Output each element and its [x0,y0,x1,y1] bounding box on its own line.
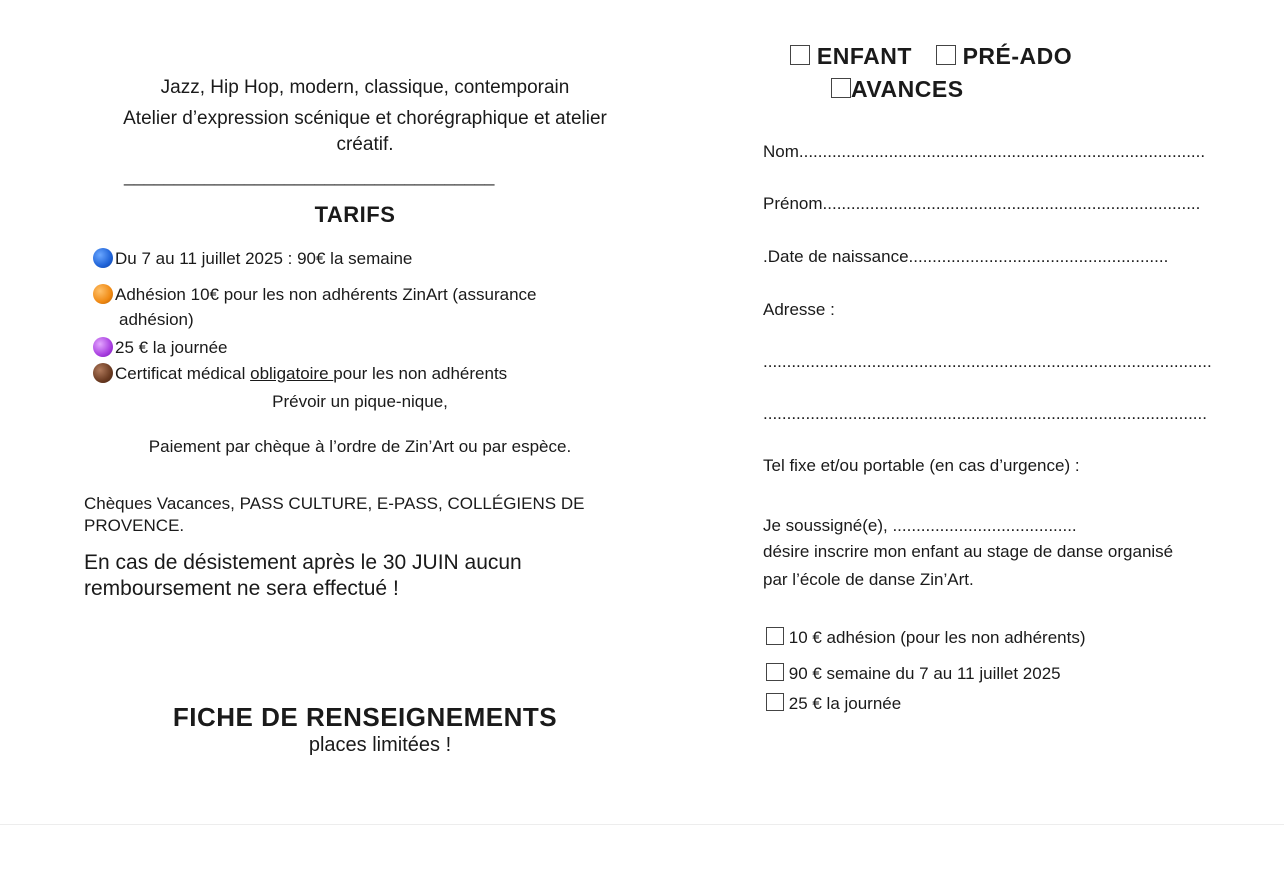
address-line-2[interactable]: .............................................................................................. [763,404,1207,423]
vouchers-line-1: Chèques Vacances, PASS CULTURE, E-PASS, COLLÉGIENS DE [84,494,585,513]
places-limited-note: places limitées ! [308,734,452,756]
birthdate-field[interactable]: .Date de naissance....................................................... [763,247,1169,266]
fiche-title: FICHE DE RENSEIGNEMENTS [172,702,558,732]
level-options-row-2 [831,76,964,103]
tarifs-title: TARIFS [314,202,396,227]
option-row [766,693,901,714]
underlined-word: obligatoire [250,364,334,383]
separator-line: _____________________________________ [124,166,495,186]
dance-styles-line: Jazz, Hip Hop, modern, classique, contemporain [160,77,570,98]
pre-ado-checkbox[interactable] [936,45,956,65]
tarif-item [93,363,507,384]
option-row [766,627,1086,648]
option-row [766,663,1061,684]
tarif-item [93,337,227,358]
enfant-checkbox[interactable] [790,45,810,65]
brown-circle-icon [93,363,113,383]
tarif-item [93,284,536,305]
option-day-checkbox[interactable] [766,693,784,711]
refund-line-1: En cas de désistement après le 30 JUIN aucun [84,551,522,574]
page-bottom-divider [0,824,1284,825]
atelier-line-1: Atelier d’expression scénique et chorégraphique et atelier [123,108,607,129]
tarif-item-text: 25 € la journée [115,338,228,357]
tarif-item-text: pour les non adhérents [333,364,508,383]
tarif-item-text: Certificat médical [115,364,251,383]
prenom-field[interactable]: Prénom................................................................................ [763,194,1201,213]
pre-ado-label: PRÉ-ADO [962,43,1073,69]
enfant-label: ENFANT [816,43,912,69]
atelier-line-2: créatif. [336,134,394,155]
option-adhesion-checkbox[interactable] [766,627,784,645]
nom-field[interactable]: Nom...................................................................................... [763,142,1206,161]
tarif-item-text: Du 7 au 11 juillet 2025 : 90€ la semaine [115,249,413,268]
refund-line-2: remboursement ne sera effectué ! [84,577,399,600]
blue-circle-icon [93,248,113,268]
avances-checkbox[interactable] [831,78,851,98]
orange-circle-icon [93,284,113,304]
option-label: 10 € adhésion (pour les non adhérents) [788,628,1086,647]
phone-field[interactable]: Tel fixe et/ou portable (en cas d’urgence) : [763,456,1080,475]
payment-note: Paiement par chèque à l’ordre de Zin’Art ou par espèce. [148,437,572,456]
address-line-1[interactable]: ............................................................................................... [763,352,1212,371]
address-label: Adresse : [763,300,835,319]
desire-line-2: par l’école de danse Zin’Art. [763,570,974,589]
vouchers-line-2: PROVENCE. [84,516,185,535]
signature-line[interactable]: Je soussigné(e), ....................................... [763,516,1077,535]
desire-line-1: désire inscrire mon enfant au stage de danse organisé [763,542,1174,561]
tarif-item-text: Adhésion 10€ pour les non adhérents ZinArt (assurance [115,285,537,304]
option-label: 90 € semaine du 7 au 11 juillet 2025 [788,664,1061,683]
tarif-item [93,248,412,269]
tarif-item-text-continued: adhésion) [119,310,194,329]
option-label: 25 € la journée [788,694,902,713]
picnic-note: Prévoir un pique-nique, [272,392,448,411]
option-week-checkbox[interactable] [766,663,784,681]
level-options-row [790,43,1072,70]
purple-circle-icon [93,337,113,357]
avances-label: AVANCES [851,76,964,102]
